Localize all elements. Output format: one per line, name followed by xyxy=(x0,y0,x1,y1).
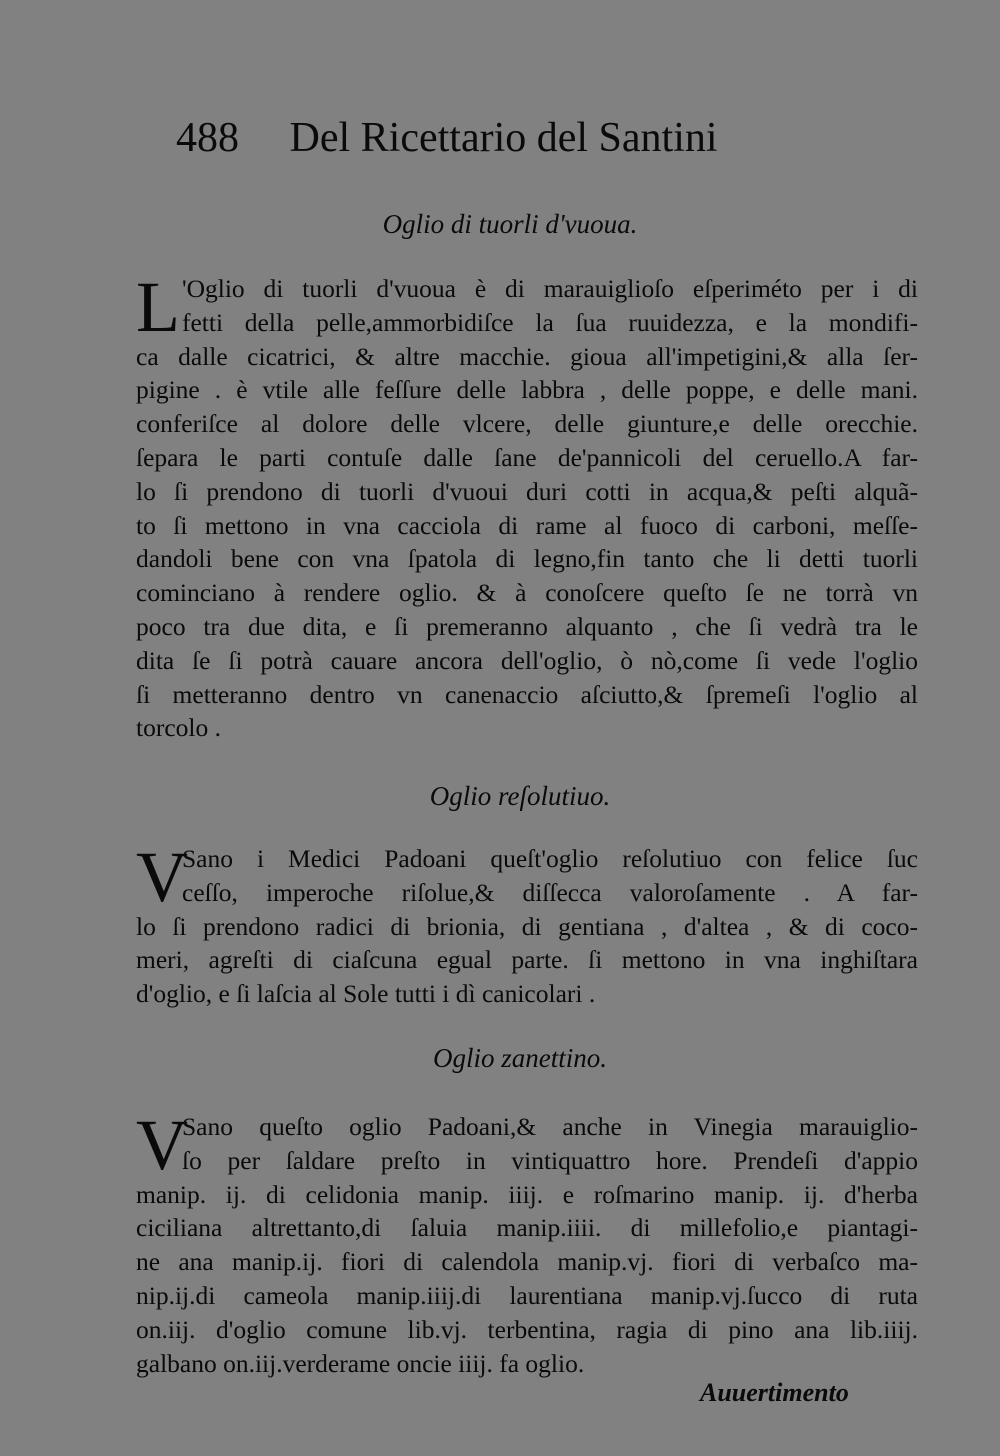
text-line: ceſſo, imperoche riſolue,& diſſecca valoroſamente . A far- xyxy=(182,877,918,907)
text-line: manip. ij. di celidonia manip. iiij. e roſmarino manip. ij. d'herba xyxy=(136,1179,918,1209)
section-title-resolutiuo: Oglio reſolutiuo. xyxy=(429,781,611,811)
text-line: dita ſe ſi potrà cauare ancora dell'oglio, ò nò,come ſi vede l'oglio xyxy=(136,645,918,675)
section-title-zanettino: Oglio zanettino. xyxy=(433,1043,607,1073)
text-line: nip.ij.di cameola manip.iiij.di laurentiana manip.vj.ſucco di ruta xyxy=(136,1280,918,1310)
page-number: 488 xyxy=(176,115,239,161)
text-line: ſo per ſaldare preſto in vintiquattro hore. Prendeſi d'appio xyxy=(182,1145,918,1175)
text-line: Sano queſto oglio Padoani,& anche in Vinegia marauiglio- xyxy=(182,1112,918,1141)
text-line: 'Oglio di tuorli d'vuoua è di marauiglioſo eſperiméto per i di xyxy=(182,274,918,303)
text-line: d'oglio, e ſi laſcia al Sole tutti i dì canicolari . xyxy=(136,979,596,1009)
text-line: conferiſce al dolore delle vlcere, delle giunture,e delle orecchie. xyxy=(136,409,918,439)
text-line: Sano i Medici Padoani queſt'oglio reſolutiuo con felice ſuc xyxy=(182,844,918,873)
text-line: ſepara le parti contuſe dalle ſane de'pannicoli del ceruello.A far- xyxy=(136,442,918,472)
text-line: on.iij. d'oglio comune lib.vj. terbentina, ragia di pino ana lib.iiij. xyxy=(136,1314,918,1344)
text-line: galbano on.iij.verderame oncie iiij. fa oglio. xyxy=(136,1348,585,1378)
text-line: ca dalle cicatrici, & altre macchie. gioua all'impetigini,& alla ſer- xyxy=(136,341,918,371)
drop-cap: V xyxy=(136,1105,188,1185)
page-header xyxy=(176,108,816,168)
text-line: cominciano à rendere oglio. & à conoſcere queſto ſe ne torrà vn xyxy=(136,578,918,608)
recipe-paragraph-resolutiuo xyxy=(136,837,918,1011)
catchword: Auuertimento xyxy=(700,1378,849,1407)
recipe-paragraph-tuorli xyxy=(136,267,918,745)
text-line: fetti della pelle,ammorbidiſce la ſua ruuidezza, e la mondifi- xyxy=(182,307,918,337)
text-line: ciciliana altrettanto,di ſaluia manip.iiii. di millefolio,e piantagi- xyxy=(136,1213,918,1243)
text-line: lo ſi prendono di tuorli d'vuoui duri cotti in acqua,& peſti alquã- xyxy=(136,476,918,506)
text-line: poco tra due dita, e ſi premeranno alquanto , che ſi vedrà tra le xyxy=(136,611,918,641)
text-line: ne ana manip.ij. fiori di calendola manip.vj. fiori di verbaſco ma- xyxy=(136,1247,918,1277)
text-line: torcolo . xyxy=(136,713,221,743)
text-line: pigine . è vtile alle feſſure delle labbra , delle poppe, e delle mani. xyxy=(136,375,918,405)
text-line: lo ſi prendono radici di brionia, di gentiana , d'altea , & di coco- xyxy=(136,911,918,941)
drop-cap: V xyxy=(136,837,188,917)
text-line: meri, agreſti di ciaſcuna egual parte. ſi mettono in vna inghiſtara xyxy=(136,945,918,975)
text-line: to ſi mettono in vna cacciola di rame al fuoco di carboni, meſſe- xyxy=(136,510,918,540)
drop-cap: L xyxy=(136,267,180,347)
text-line: dandoli bene con vna ſpatola di legno,fin tanto che li detti tuorli xyxy=(136,544,918,574)
recipe-paragraph-zanettino xyxy=(136,1105,918,1380)
text-line: ſi metteranno dentro vn canenaccio aſciutto,& ſpremeſi l'oglio al xyxy=(136,679,918,709)
section-title-tuorli: Oglio di tuorli d'vuoua. xyxy=(382,209,638,239)
running-title: Del Ricettario del Santini xyxy=(289,115,718,161)
